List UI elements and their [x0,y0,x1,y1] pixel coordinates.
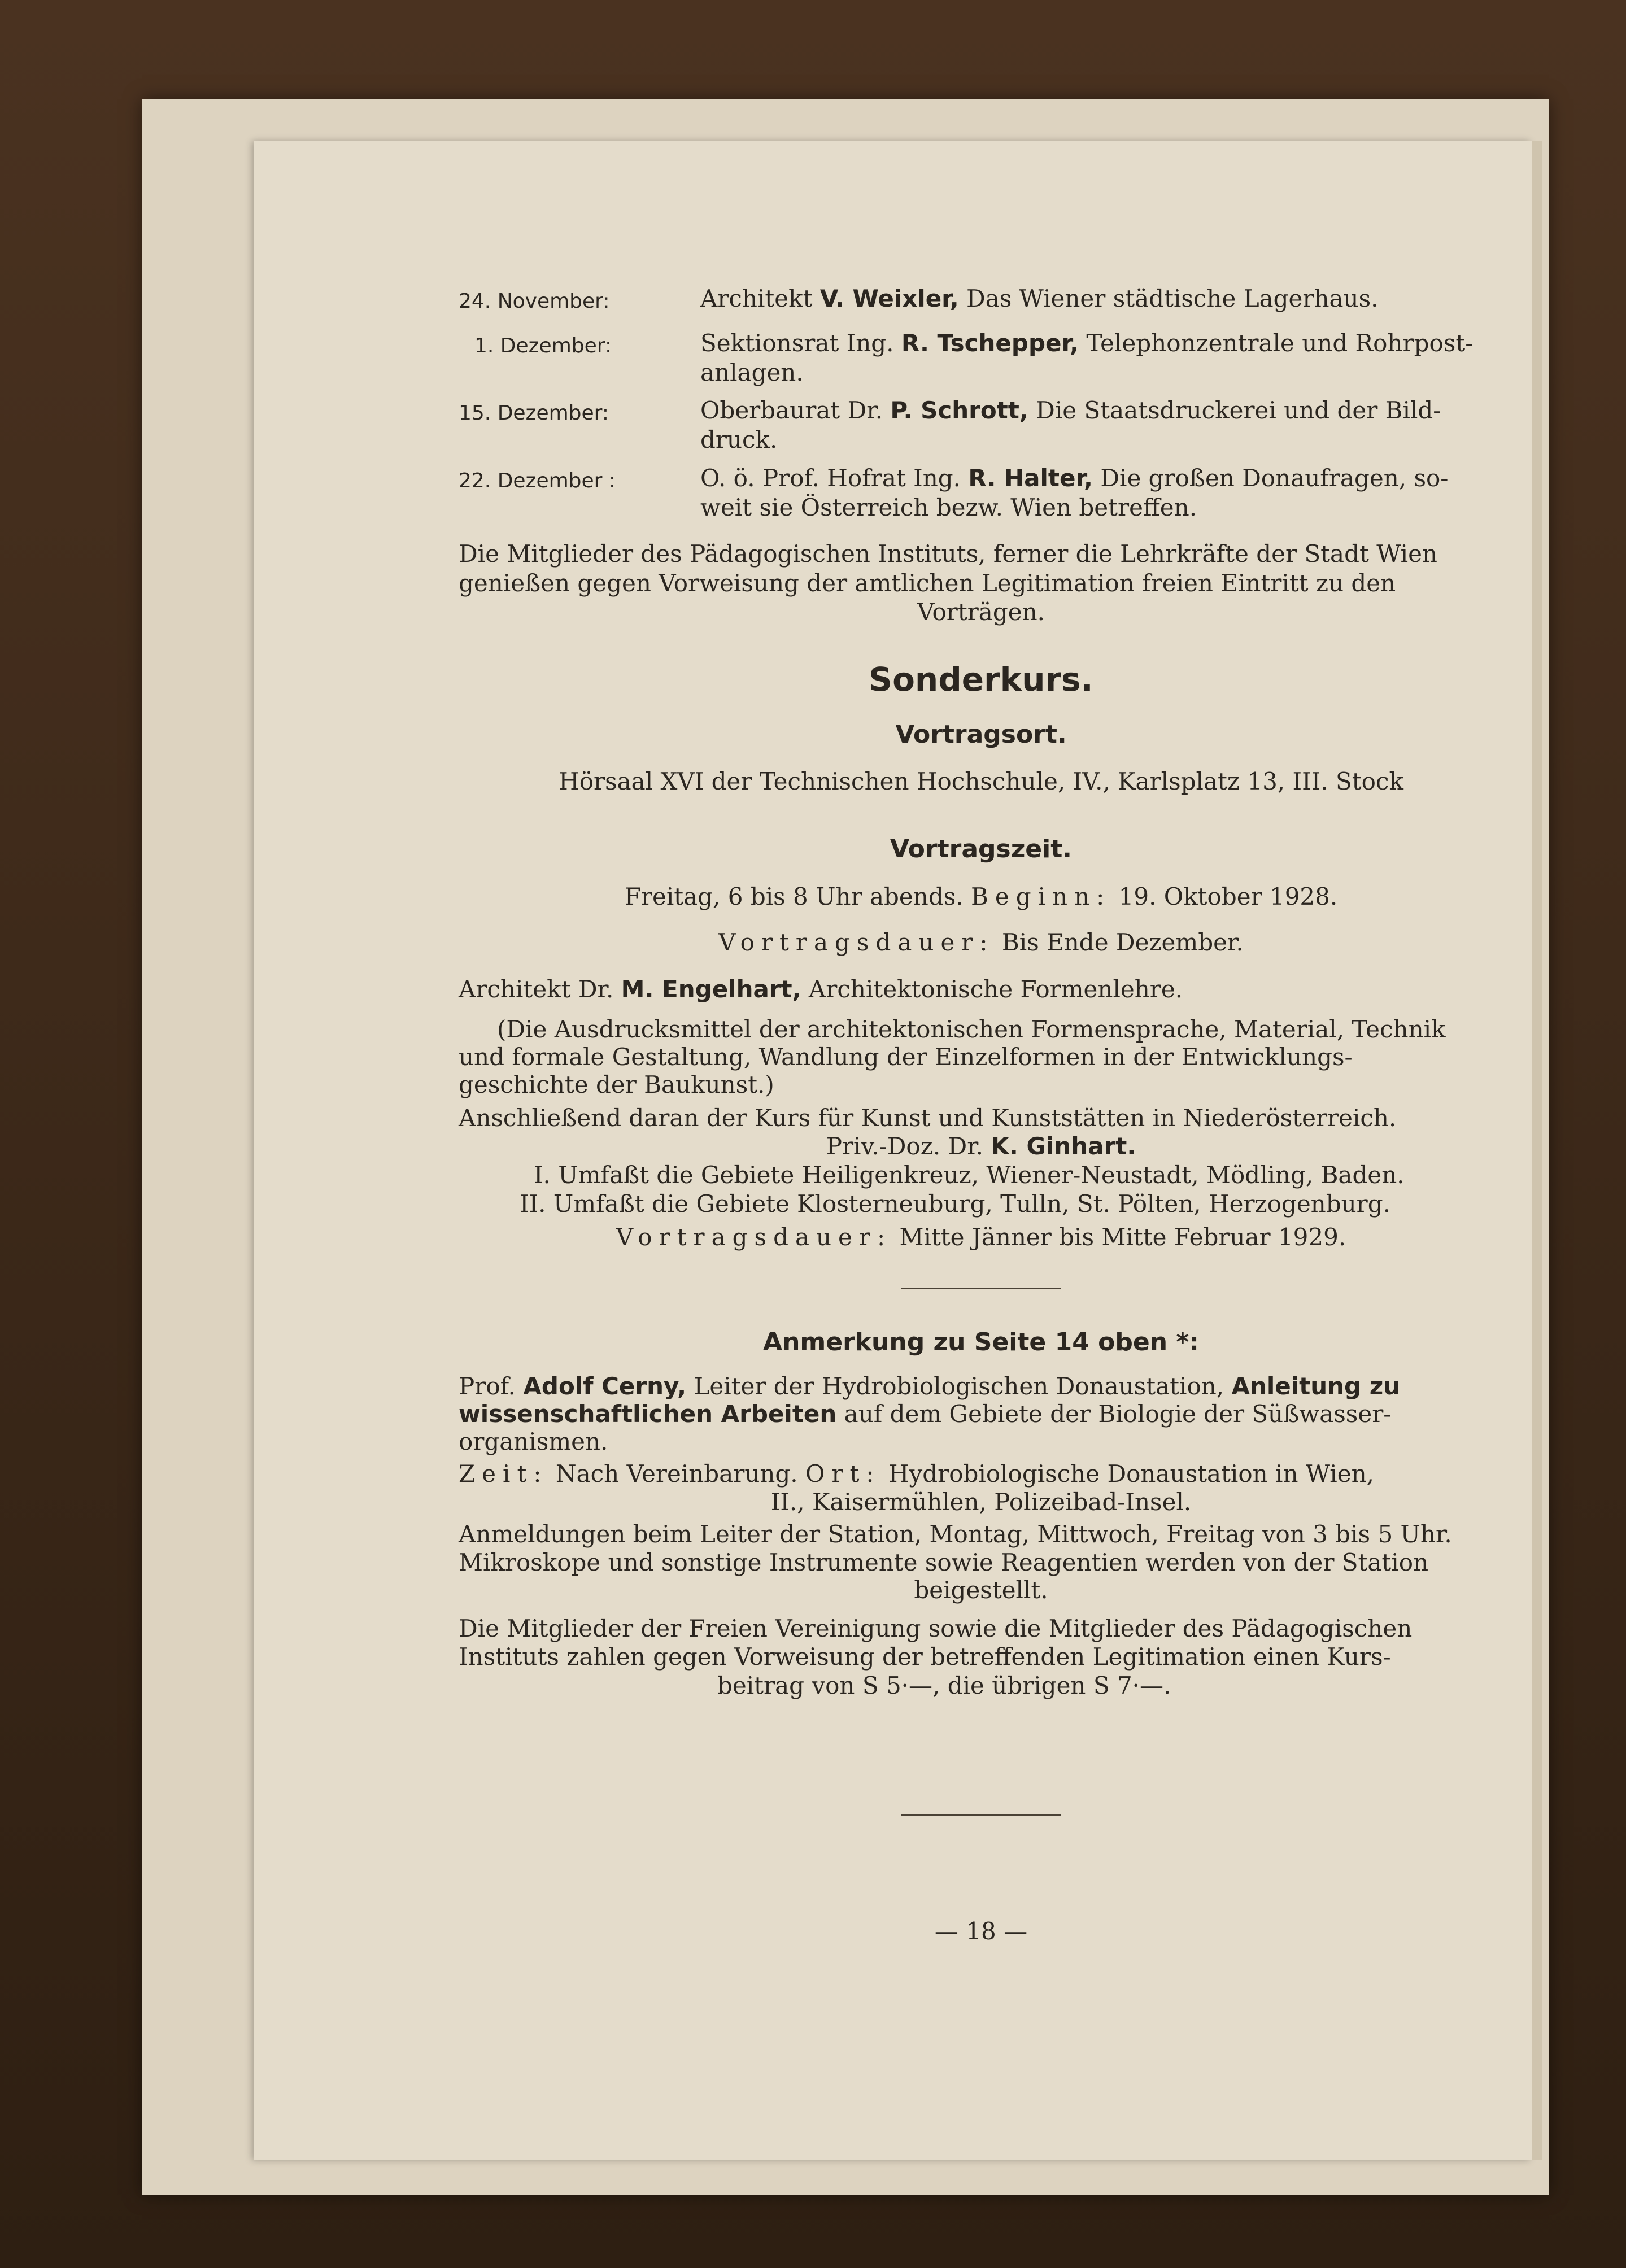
entry-text: Sektionsrat Ing. [700,329,901,357]
zeit-label: Zeit: [459,1460,548,1488]
course-part: I. Umfaßt die Gebiete Heiligenkreuz, Wiener-Neustadt, Mödling, Baden. [534,1161,1405,1189]
anmeldung-line: beigestellt. [914,1576,1048,1604]
dauer-label: Vortragsdauer: [718,928,995,956]
vortragsdauer-text [459,928,1503,957]
schedule-entry [700,329,1473,358]
entry-text: O. ö. Prof. Hofrat Ing. [700,464,969,492]
vortragsdauer2-text [459,1223,1503,1252]
dauer-value: Bis Ende Dezember. [994,928,1244,956]
divider [901,1814,1061,1816]
course-description: und formale Gestaltung, Wandlung der Einzelformen in der Entwicklungs- [459,1043,1353,1071]
course-description: (Die Ausdrucksmittel der architektonischen Formensprache, Material, Technik [497,1015,1446,1043]
zeit-value: Nach Vereinbarung. [548,1460,805,1488]
course-description: geschichte der Baukunst.) [459,1071,774,1098]
entry-text: Architekt [700,285,820,312]
course-title: wissenschaftlichen Arbeiten [459,1400,837,1428]
anmerkung-para: organismen. [459,1428,608,1455]
lecturer-name: V. Weixler, [819,285,959,312]
follow-lecturer [459,1132,1503,1161]
fee-line: Die Mitglieder der Freien Vereinigung sowie die Mitglieder des Pädagogischen [459,1615,1413,1642]
follow-course: Anschließend daran der Kurs für Kunst und Kunststätten in Niederösterreich. [459,1104,1397,1132]
entry-text: Die großen Donaufragen, so- [1092,464,1449,492]
schedule-entry [700,396,1441,425]
vortragszeit-heading: Vortragszeit. [890,835,1072,863]
anmerkung-heading: Anmerkung zu Seite 14 oben *: [763,1328,1199,1357]
zeit-ort-line [459,1459,1374,1489]
members-note-line: genießen gegen Vorweisung der amtlichen Legitimation freien Eintritt zu den [459,569,1396,597]
entry-text: Die Staatsdruckerei und der Bild- [1028,396,1441,424]
schedule-date: 15. Dezember: [459,402,609,425]
course-part: II. Umfaßt die Gebiete Klosterneuburg, Tulln, St. Pölten, Herzogenburg. [520,1190,1390,1218]
time-text: Freitag, 6 bis 8 Uhr abends. [624,883,971,910]
vortragsort-heading: Vortragsort. [895,720,1067,749]
sonderkurs-title: Sonderkurs. [869,660,1093,699]
dauer-label: Vortragsdauer: [616,1223,892,1251]
members-note-line: Die Mitglieder des Pädagogischen Instituts, ferner die Lehrkräfte der Stadt Wien [459,540,1437,568]
lecturer-title: Priv.-Doz. Dr. [826,1132,991,1160]
fee-line: Instituts zahlen gegen Vorweisung der betreffenden Legitimation einen Kurs- [459,1643,1391,1671]
start-date: 19. Oktober 1928. [1111,883,1338,910]
ort-value: Hydrobiologische Donaustation in Wien, [880,1460,1374,1488]
text: auf dem Gebiete der Biologie der Süßwasser- [836,1400,1392,1428]
course-lecture [459,975,1183,1004]
members-note-line: Vorträgen. [917,598,1045,626]
vortragsort-text: Hörsaal XVI der Technischen Hochschule, IV., Karlsplatz 13, III. Stock [559,767,1403,795]
schedule-entry [700,464,1449,493]
ort-label: Ort: [805,1460,881,1488]
lecture-text: Architektonische Formenlehre. [801,975,1183,1003]
lecture-text: Architekt Dr. [459,975,621,1003]
entry-text: Das Wiener städtische Lagerhaus. [958,285,1379,312]
entry-text: Oberbaurat Dr. [700,396,891,424]
schedule-date: 1. Dezember: [474,334,612,357]
schedule-entry-cont: anlagen. [700,359,804,386]
anmerkung-para [459,1372,1400,1401]
lecturer-name: M. Engelhart, [621,975,801,1003]
lecturer-name: R. Tschepper, [901,329,1079,357]
fee-line: beitrag von S 5·—, die übrigen S 7·—. [717,1672,1171,1699]
schedule-entry [700,284,1379,313]
page-edge [1532,141,1542,2160]
anmerkung-para [459,1399,1391,1429]
divider [901,1288,1061,1289]
schedule-date: 24. November: [459,290,610,313]
vortragszeit-text [459,882,1503,911]
beginn-label: Beginn: [970,883,1111,910]
lecturer-name: R. Halter, [968,464,1093,492]
lecturer-name: P. Schrott, [890,396,1028,424]
entry-text: Telephonzentrale und Rohrpost- [1079,329,1474,357]
page-number: — 18 — [934,1917,1028,1945]
text: Leiter der Hydrobiologischen Donaustation, [686,1372,1232,1400]
lecturer-name: K. Ginhart. [991,1132,1136,1160]
anmeldung-line: Anmeldungen beim Leiter der Station, Montag, Mittwoch, Freitag von 3 bis 5 Uhr. [459,1520,1452,1548]
schedule-date: 22. Dezember : [459,469,616,492]
dauer-value: Mitte Jänner bis Mitte Februar 1929. [892,1223,1346,1251]
text: Prof. [459,1372,524,1400]
schedule-entry-cont: druck. [700,426,778,453]
ort-line2: II., Kaisermühlen, Polizeibad-Insel. [770,1488,1192,1516]
anmeldung-line: Mikroskope und sonstige Instrumente sowie Reagentien werden von der Station [459,1549,1429,1576]
course-title: Anleitung zu [1231,1372,1401,1400]
schedule-entry-cont: weit sie Österreich bezw. Wien betreffen. [700,494,1197,521]
lecturer-name: Adolf Cerny, [523,1372,687,1400]
